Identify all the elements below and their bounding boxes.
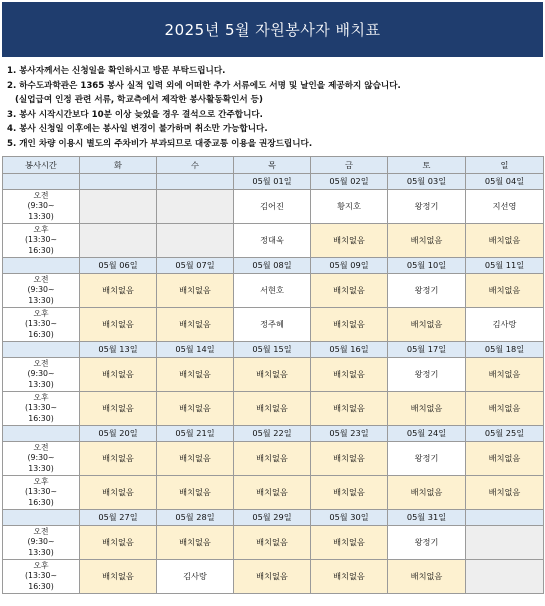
date-cell: 05월 25일 xyxy=(466,426,544,442)
date-cell: 05월 15일 xyxy=(234,342,311,358)
date-cell: 05월 24일 xyxy=(388,426,466,442)
pm-slot-row xyxy=(3,224,544,258)
time-label-line: (9:30~ xyxy=(27,537,55,547)
page-title-bar xyxy=(2,2,543,57)
no-assignment-cell: 배치없음 xyxy=(388,308,466,342)
volunteer-cell: 정주혜 xyxy=(234,308,311,342)
time-label-line: 16:30) xyxy=(28,497,54,507)
no-assignment-cell: 배치없음 xyxy=(311,224,388,258)
no-assignment-cell: 배치없음 xyxy=(234,442,311,476)
date-cell: 05월 31일 xyxy=(388,510,466,526)
date-cell xyxy=(466,510,544,526)
no-assignment-cell: 배치없음 xyxy=(80,358,157,392)
no-assignment-cell: 배치없음 xyxy=(388,476,466,510)
time-label-line: 13:30) xyxy=(28,463,54,473)
volunteer-cell: 왕정기 xyxy=(388,526,466,560)
header-cell: 일 xyxy=(466,157,544,174)
pm-time-label xyxy=(3,308,80,342)
notice-item: (실업급여 인정 관련 서류, 학교측에서 제작한 봉사활동확인서 등) xyxy=(15,95,263,106)
time-label-line: (13:30~ xyxy=(24,319,58,329)
no-assignment-cell: 배치없음 xyxy=(466,274,544,308)
pm-time-label xyxy=(3,476,80,510)
header-cell: 금 xyxy=(311,157,388,174)
no-assignment-cell: 배치없음 xyxy=(80,308,157,342)
date-row xyxy=(3,342,544,358)
pm-slot-row xyxy=(3,392,544,426)
volunteer-cell: 왕정기 xyxy=(388,442,466,476)
volunteer-cell: 김어진 xyxy=(234,190,311,224)
notice-item: 5. 개인 차량 이용시 별도의 주차비가 부과되므로 대중교통 이용을 권장드립니다. xyxy=(7,138,313,149)
time-label-line: 16:30) xyxy=(28,581,54,591)
no-assignment-cell: 배치없음 xyxy=(234,358,311,392)
no-assignment-cell: 배치없음 xyxy=(311,526,388,560)
time-label-line: 오후 xyxy=(33,560,49,570)
no-assignment-cell: 배치없음 xyxy=(234,392,311,426)
am-slot-row xyxy=(3,526,544,560)
page-title: 2025년 5월 자원봉사자 배치표 xyxy=(164,21,381,39)
volunteer-cell: 왕정기 xyxy=(388,358,466,392)
no-assignment-cell: 배치없음 xyxy=(388,392,466,426)
volunteer-cell: 황지호 xyxy=(311,190,388,224)
date-row xyxy=(3,258,544,274)
time-label-line: 오전 xyxy=(33,274,49,284)
no-assignment-cell: 배치없음 xyxy=(388,224,466,258)
time-label-line: 16:30) xyxy=(28,413,54,423)
header-cell: 봉사시간 xyxy=(3,157,80,174)
no-assignment-cell: 배치없음 xyxy=(80,476,157,510)
time-label-line: 13:30) xyxy=(28,379,54,389)
no-assignment-cell: 배치없음 xyxy=(466,224,544,258)
empty-cell xyxy=(466,560,544,594)
time-label-line: 13:30) xyxy=(28,295,54,305)
pm-time-label xyxy=(3,224,80,258)
date-cell xyxy=(157,174,234,190)
volunteer-cell: 김사랑 xyxy=(157,560,234,594)
notice-list xyxy=(7,64,541,152)
header-cell: 목 xyxy=(234,157,311,174)
time-label-line: 오전 xyxy=(33,442,49,452)
time-label-line: (13:30~ xyxy=(24,403,58,413)
header-row xyxy=(3,157,544,174)
no-assignment-cell: 배치없음 xyxy=(234,526,311,560)
date-row xyxy=(3,174,544,190)
header-cell: 수 xyxy=(157,157,234,174)
schedule-table xyxy=(2,156,544,594)
date-cell: 05월 29일 xyxy=(234,510,311,526)
date-cell: 05월 02일 xyxy=(311,174,388,190)
schedule-body xyxy=(3,174,544,594)
date-cell: 05월 17일 xyxy=(388,342,466,358)
time-label-line: (13:30~ xyxy=(24,571,58,581)
am-time-label xyxy=(3,190,80,224)
no-assignment-cell: 배치없음 xyxy=(157,308,234,342)
no-assignment-cell: 배치없음 xyxy=(311,476,388,510)
date-cell: 05월 14일 xyxy=(157,342,234,358)
date-row xyxy=(3,426,544,442)
empty-cell xyxy=(466,526,544,560)
date-cell: 05월 28일 xyxy=(157,510,234,526)
date-cell: 05월 23일 xyxy=(311,426,388,442)
header-cell: 토 xyxy=(388,157,466,174)
no-assignment-cell: 배치없음 xyxy=(311,308,388,342)
date-cell: 05월 06일 xyxy=(80,258,157,274)
date-cell: 05월 20일 xyxy=(80,426,157,442)
no-assignment-cell: 배치없음 xyxy=(466,442,544,476)
date-cell: 05월 22일 xyxy=(234,426,311,442)
time-label-line: 16:30) xyxy=(28,245,54,255)
notice-item: 1. 봉사자께서는 신청일을 확인하시고 방문 부탁드립니다. xyxy=(7,66,226,76)
time-label-line: (9:30~ xyxy=(27,453,55,463)
date-cell xyxy=(80,174,157,190)
date-cell: 05월 03일 xyxy=(388,174,466,190)
date-cell: 05월 09일 xyxy=(311,258,388,274)
header-cell: 화 xyxy=(80,157,157,174)
pm-slot-row xyxy=(3,560,544,594)
date-cell: 05월 27일 xyxy=(80,510,157,526)
no-assignment-cell: 배치없음 xyxy=(80,274,157,308)
no-assignment-cell: 배치없음 xyxy=(311,274,388,308)
volunteer-cell: 김사랑 xyxy=(466,308,544,342)
am-time-label xyxy=(3,274,80,308)
date-cell: 05월 08일 xyxy=(234,258,311,274)
date-cell: 05월 21일 xyxy=(157,426,234,442)
notice-item: 2. 하수도과학관은 1365 봉사 실적 입력 외에 어떠한 추가 서류에도 서명 및 날인을 제공하지 않습니다. xyxy=(7,80,401,91)
no-assignment-cell: 배치없음 xyxy=(311,392,388,426)
no-assignment-cell: 배치없음 xyxy=(311,442,388,476)
time-label-line: 오후 xyxy=(33,224,49,234)
time-label-line: 오후 xyxy=(33,476,49,486)
no-assignment-cell: 배치없음 xyxy=(80,392,157,426)
time-label-line: 오전 xyxy=(33,526,49,536)
volunteer-cell: 정대욱 xyxy=(234,224,311,258)
date-cell: 05월 04일 xyxy=(466,174,544,190)
no-assignment-cell: 배치없음 xyxy=(157,392,234,426)
no-assignment-cell: 배치없음 xyxy=(157,442,234,476)
no-assignment-cell: 배치없음 xyxy=(80,442,157,476)
date-cell: 05월 16일 xyxy=(311,342,388,358)
no-assignment-cell: 배치없음 xyxy=(80,526,157,560)
date-cell: 05월 30일 xyxy=(311,510,388,526)
time-label-line: 16:30) xyxy=(28,329,54,339)
date-row-lead-cell xyxy=(3,258,80,274)
date-cell: 05월 10일 xyxy=(388,258,466,274)
pm-time-label xyxy=(3,560,80,594)
notice-item: 3. 봉사 시작시간보다 10분 이상 늦었을 경우 결석으로 간주합니다. xyxy=(7,109,263,120)
notice-item: 4. 봉사 신청일 이후에는 봉사일 변경이 불가하며 취소만 가능합니다. xyxy=(7,124,268,135)
time-label-line: (9:30~ xyxy=(27,201,55,211)
no-assignment-cell: 배치없음 xyxy=(157,526,234,560)
am-time-label xyxy=(3,442,80,476)
no-assignment-cell: 배치없음 xyxy=(80,560,157,594)
date-cell: 05월 01일 xyxy=(234,174,311,190)
am-slot-row xyxy=(3,358,544,392)
volunteer-cell: 서현호 xyxy=(234,274,311,308)
empty-cell xyxy=(157,224,234,258)
no-assignment-cell: 배치없음 xyxy=(234,476,311,510)
no-assignment-cell: 배치없음 xyxy=(388,560,466,594)
time-label-line: 오전 xyxy=(33,358,49,368)
empty-cell xyxy=(157,190,234,224)
time-label-line: 오전 xyxy=(33,190,49,200)
no-assignment-cell: 배치없음 xyxy=(466,358,544,392)
time-label-line: (9:30~ xyxy=(27,285,55,295)
time-label-line: 13:30) xyxy=(28,547,54,557)
pm-slot-row xyxy=(3,308,544,342)
no-assignment-cell: 배치없음 xyxy=(234,560,311,594)
date-row-lead-cell xyxy=(3,342,80,358)
am-slot-row xyxy=(3,442,544,476)
pm-slot-row xyxy=(3,476,544,510)
time-label-line: 13:30) xyxy=(28,211,54,221)
volunteer-cell: 왕정기 xyxy=(388,190,466,224)
pm-time-label xyxy=(3,392,80,426)
am-time-label xyxy=(3,526,80,560)
date-row-lead-cell xyxy=(3,510,80,526)
empty-cell xyxy=(80,190,157,224)
date-cell: 05월 18일 xyxy=(466,342,544,358)
no-assignment-cell: 배치없음 xyxy=(311,560,388,594)
date-row-lead-cell xyxy=(3,174,80,190)
date-row xyxy=(3,510,544,526)
date-cell: 05월 11일 xyxy=(466,258,544,274)
no-assignment-cell: 배치없음 xyxy=(466,476,544,510)
date-cell: 05월 07일 xyxy=(157,258,234,274)
time-label-line: 오후 xyxy=(33,392,49,402)
time-label-line: (13:30~ xyxy=(24,235,58,245)
am-slot-row xyxy=(3,190,544,224)
time-label-line: (9:30~ xyxy=(27,369,55,379)
am-slot-row xyxy=(3,274,544,308)
volunteer-cell: 왕정기 xyxy=(388,274,466,308)
volunteer-cell: 지선영 xyxy=(466,190,544,224)
date-cell: 05월 13일 xyxy=(80,342,157,358)
no-assignment-cell: 배치없음 xyxy=(157,274,234,308)
time-label-line: (13:30~ xyxy=(24,487,58,497)
no-assignment-cell: 배치없음 xyxy=(466,392,544,426)
date-row-lead-cell xyxy=(3,426,80,442)
no-assignment-cell: 배치없음 xyxy=(311,358,388,392)
am-time-label xyxy=(3,358,80,392)
no-assignment-cell: 배치없음 xyxy=(157,476,234,510)
empty-cell xyxy=(80,224,157,258)
time-label-line: 오후 xyxy=(33,308,49,318)
no-assignment-cell: 배치없음 xyxy=(157,358,234,392)
